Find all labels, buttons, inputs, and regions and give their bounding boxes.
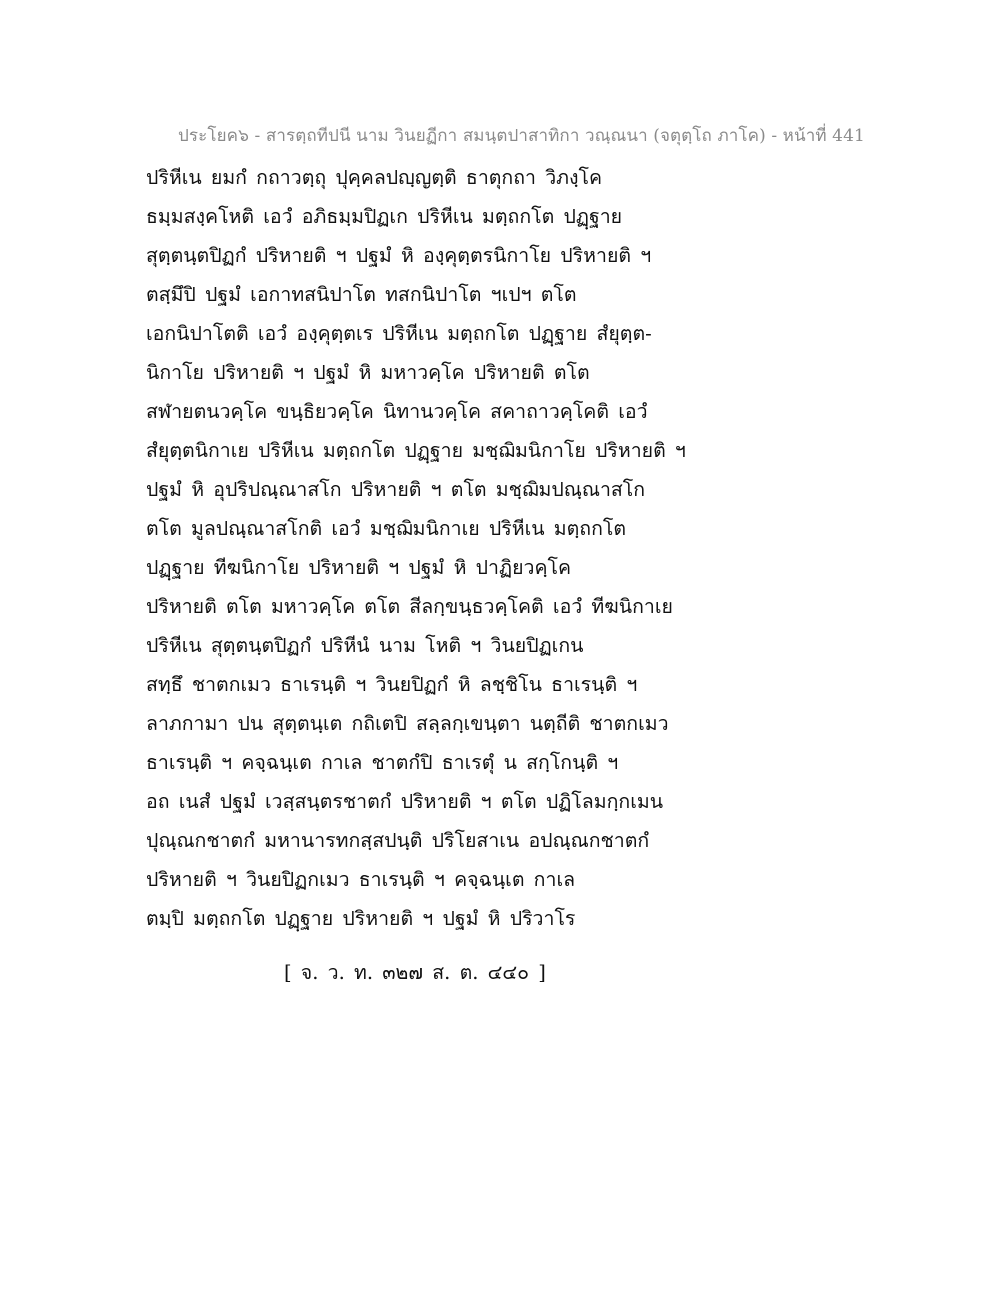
text-line: สฬายตนวคฺโค ขนฺธิยวคฺโค นิทานวคฺโค สคาถาวคฺโคติ เอวํ: [146, 400, 648, 423]
text-line: นิกาโย ปริหายติ ฯ ปฐมํ หิ มหาวคฺโค ปริหายติ ตโต: [146, 361, 590, 384]
text-line: สทฺธึ ชาตกเมว ธาเรนฺติ ฯ วินยปิฏกํ หิ ลชฺชิโน ธาเรนฺติ ฯ: [146, 673, 638, 696]
text-line: ปริหีเน สุตฺตนฺตปิฏกํ ปริหีนํ นาม โหติ ฯ วินยปิฏเกน: [146, 634, 584, 657]
text-line: ปุณฺณกชาตกํ มหานารทกสฺสปนฺติ ปริโยสาเน อปณฺณกชาตกํ: [146, 829, 650, 852]
text-line: ปริหีเน ยมกํ กถาวตฺถุ ปุคฺคลปญฺญตฺติ ธาตุกถา วิภงฺโค: [146, 166, 603, 189]
page-header: ประโยค๖ - สารตฺถทีปนี นาม วินยฏีกา สมนฺตปาสาทิกา วณฺณนา (จตุตฺโถ ภาโค) - หน้าที่ 441: [178, 126, 865, 146]
text-line: ปริหายติ ตโต มหาวคฺโค ตโต สีลกฺขนฺธวคฺโคติ เอวํ ทีฆนิกาเย: [146, 595, 673, 618]
text-line: ปฐมํ หิ อุปริปณฺณาสโก ปริหายติ ฯ ตโต มชฺฌิมปณฺณาสโก: [146, 478, 646, 501]
text-line: ตสฺมึปิ ปฐมํ เอกาทสนิปาโต ทสกนิปาโต ฯเปฯ ตโต: [146, 283, 577, 306]
text-line: ตมฺปิ มตฺถกโต ปฏฺฐาย ปริหายติ ฯ ปฐมํ หิ ปริวาโร: [146, 907, 576, 930]
text-line: สํยุตฺตนิกาเย ปริหีเน มตฺถกโต ปฏฺฐาย มชฺฌิมนิกาโย ปริหายติ ฯ: [146, 439, 686, 462]
text-line: สุตฺตนฺตปิฏกํ ปริหายติ ฯ ปฐมํ หิ องฺคุตฺตรนิกาโย ปริหายติ ฯ: [146, 244, 652, 267]
text-line: ตโต มูลปณฺณาสโกติ เอวํ มชฺฌิมนิกาเย ปริหีเน มตฺถกโต: [146, 517, 627, 540]
text-line: ปริหายติ ฯ วินยปิฏกเมว ธาเรนฺติ ฯ คจฺฉนฺเต กาเล: [146, 868, 576, 891]
text-line: ลาภกามา ปน สุตฺตนฺเต กถิเตปิ สลฺลกฺเขนฺตา นตฺถีติ ชาตกเมว: [146, 712, 669, 735]
text-line: อถ เนสํ ปฐมํ เวสฺสนฺตรชาตกํ ปริหายติ ฯ ตโต ปฏิโลมกฺกเมน: [146, 790, 664, 813]
text-line: ธาเรนฺติ ฯ คจฺฉนฺเต กาเล ชาตกํปิ ธาเรตุํ น สกฺโกนฺติ ฯ: [146, 751, 619, 774]
text-line: เอกนิปาโตติ เอวํ องฺคุตฺตเร ปริหีเน มตฺถกโต ปฏฺฐาย สํยุตฺต-: [146, 322, 652, 345]
text-line: ปฏฺฐาย ทีฆนิกาโย ปริหายติ ฯ ปฐมํ หิ ปาฏิยวคฺโค: [146, 556, 572, 579]
page-reference: [ จ. ว. ท. ๓๒๗ ส. ต. ๔๔๐ ]: [284, 961, 546, 984]
text-line: ธมฺมสงฺคโหติ เอวํ อภิธมฺมปิฏเก ปริหีเน มตฺถกโต ปฏฺฐาย: [146, 205, 623, 228]
body-text: [146, 158, 686, 938]
